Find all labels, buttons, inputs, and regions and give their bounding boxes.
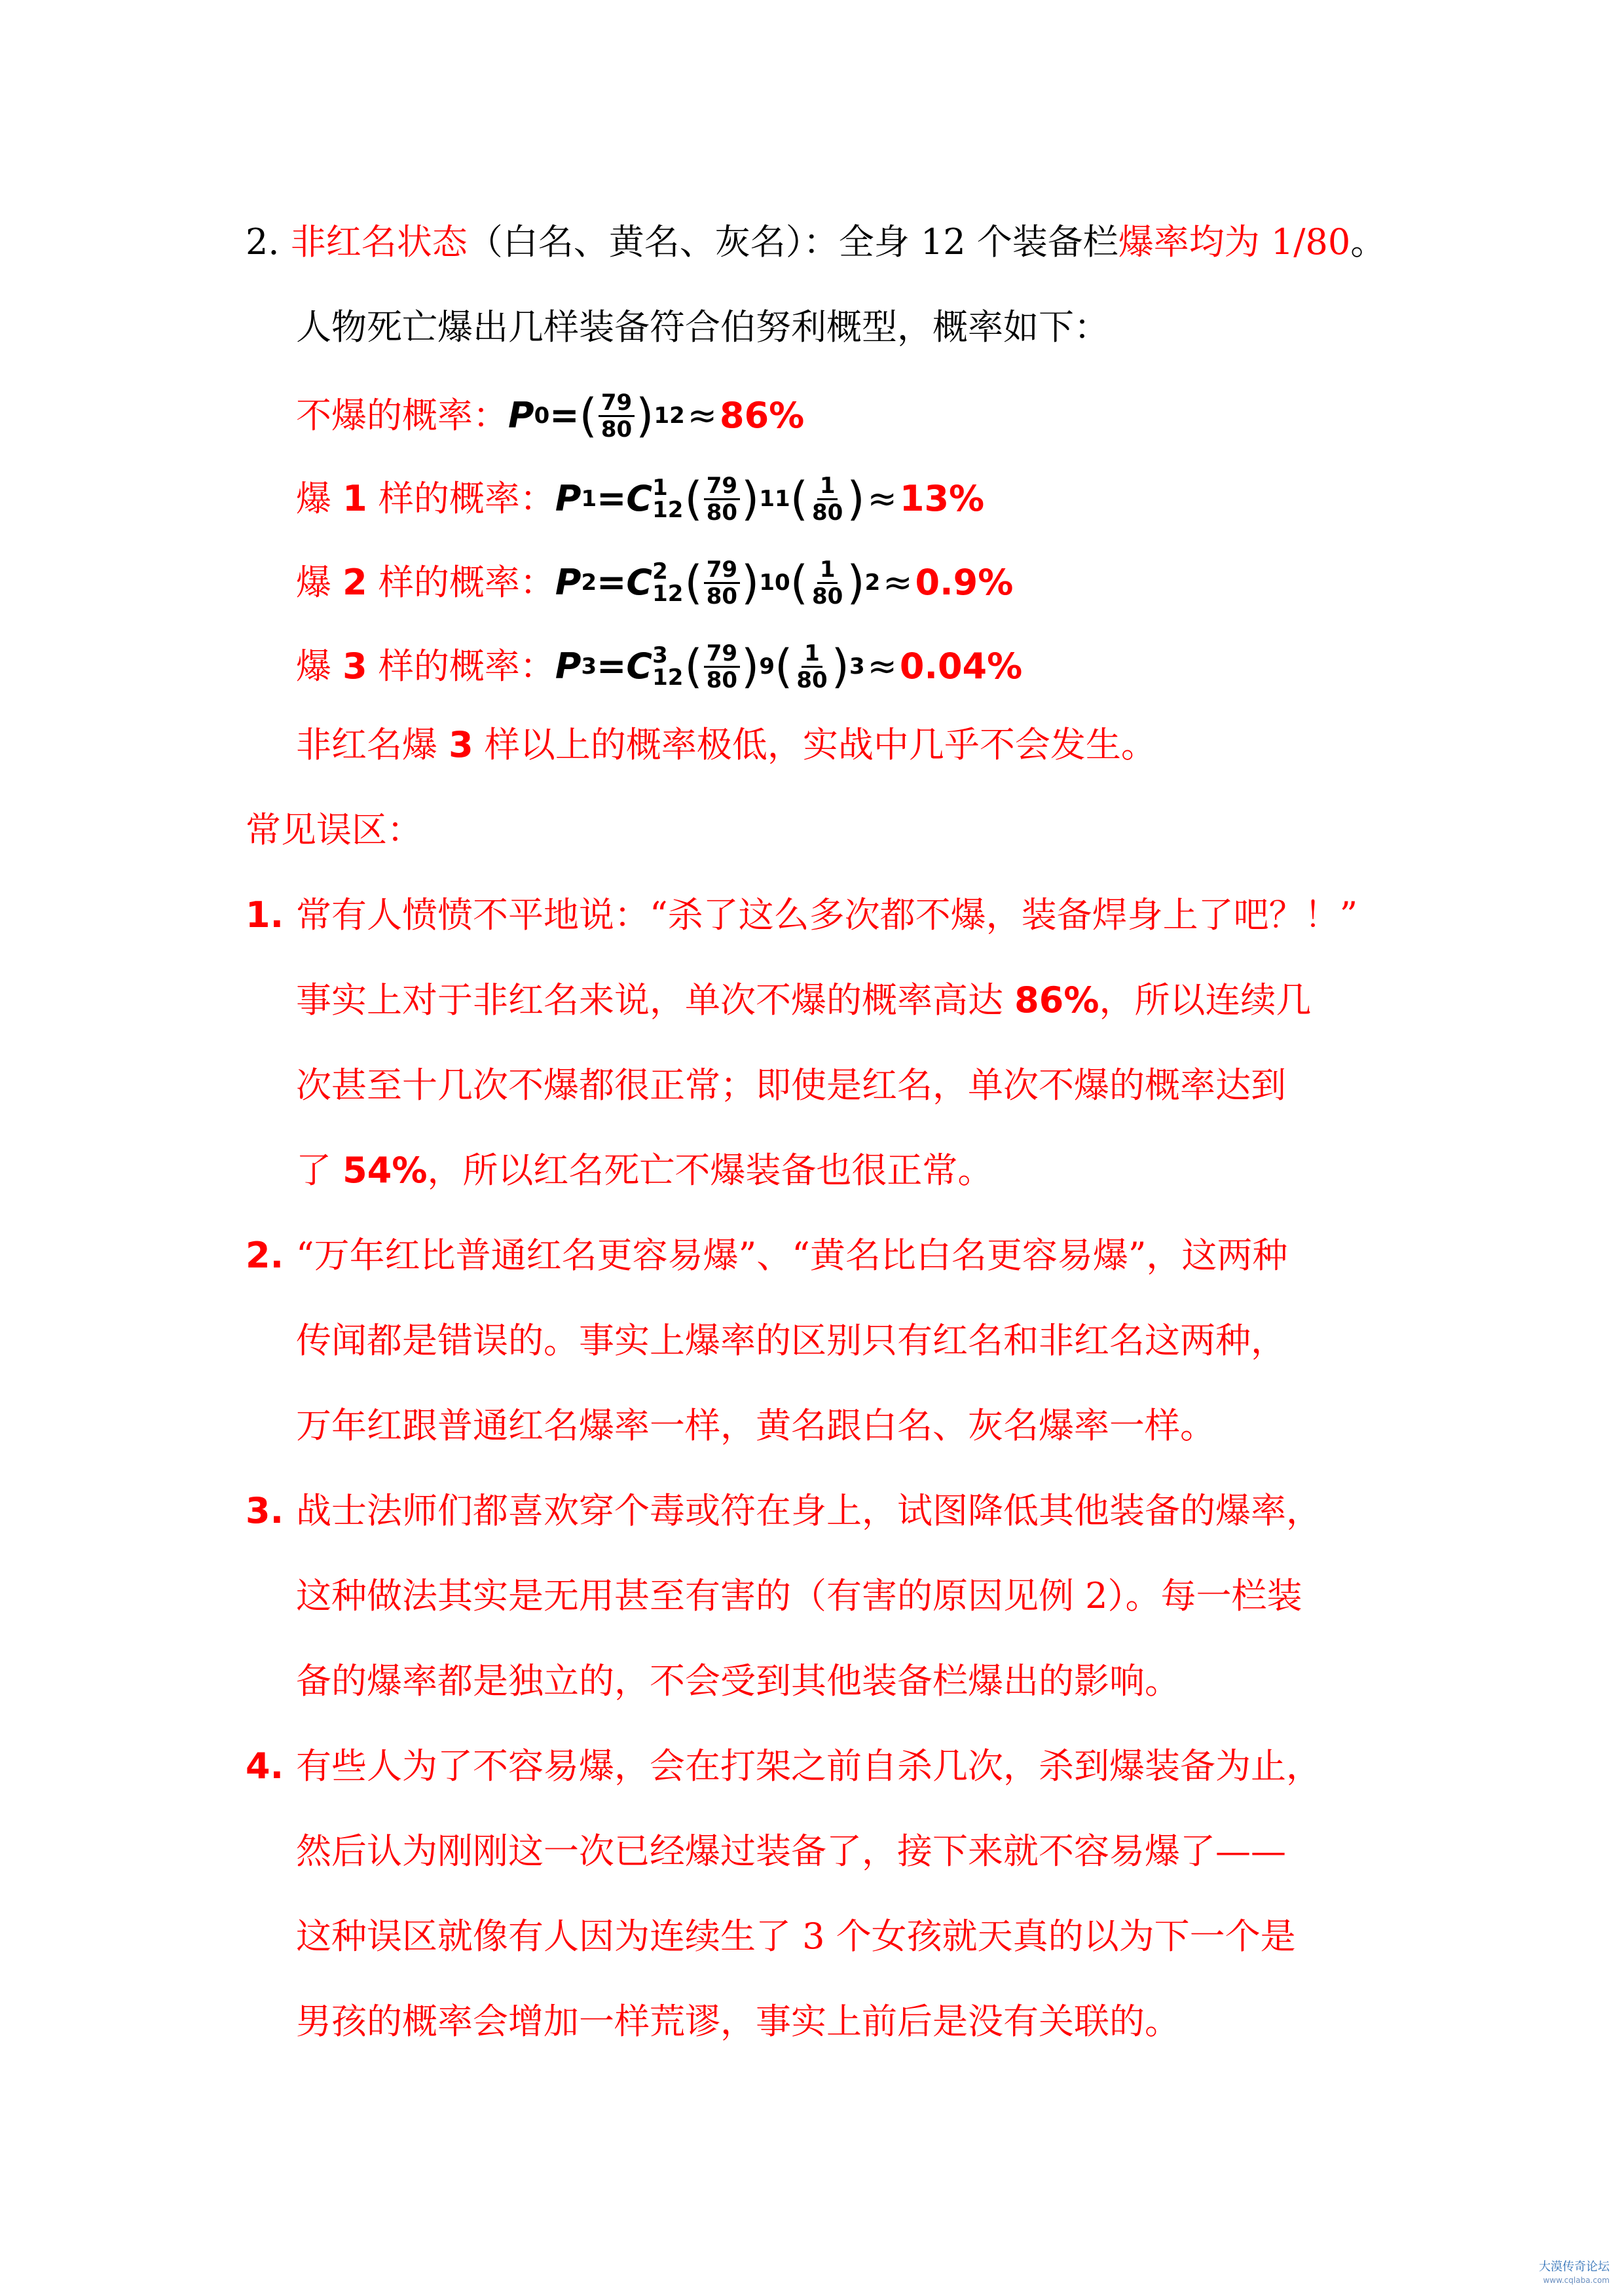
watermark-url: www.cqlaba.com [1543,2276,1610,2285]
formula-p1 [296,466,984,532]
formula-p0 [296,383,804,448]
drop-rate-text: 爆率均为 1/80 [1118,221,1351,263]
item-3-line-1: 战士法师们都喜欢穿个毒或符在身上，试图降低其他装备的爆率， [296,1490,1321,1531]
item-2-line-3: 万年红跟普通红名爆率一样，黄名跟白名、灰名爆率一样。 [296,1405,1215,1446]
item-2-line-2: 传闻都是错误的。事实上爆率的区别只有红名和非红名这两种， [296,1320,1286,1361]
p1-formula: P 1 = C 1 12 ( $\frac{79}{80}$ ) 11 ( $\frac{1}{80}$ ) ≈ [555,472,897,526]
misconceptions-heading: 常见误区： [246,809,422,850]
forum-watermark [1539,2261,1610,2287]
p0-result: 86% [720,395,805,436]
item-3-line-3: 备的爆率都是独立的，不会受到其他装备栏爆出的影响。 [296,1660,1180,1702]
item-1-line-2: 事实上对于非红名来说，单次不爆的概率高达 86%，所以连续几 [296,979,1312,1021]
non-red-status-label: 非红名状态 [290,221,468,263]
item-1-line-3: 次甚至十几次不爆都很正常；即使是红名，单次不爆的概率达到 [296,1065,1286,1106]
item-2-number: 2. [246,1235,284,1276]
p1-label: 爆 1 样的概率： [296,478,555,519]
p2-result: 0.9% [915,562,1014,603]
p0-formula: P 0 = ( $\frac{79}{80}$ ) 12 ≈ [508,389,718,443]
item-3-number: 3. [246,1490,284,1531]
item-2-line-1: “万年红比普通红名更容易爆”、“黄名比白名更容易爆”，这两种 [296,1235,1288,1276]
section-number: 2. [246,221,280,263]
item-1-number: 1. [246,894,284,936]
heading-end: 。 [1350,221,1386,263]
p0-label: 不爆的概率： [296,395,508,436]
formula-p2 [296,550,1013,615]
section-2-heading [246,216,1386,268]
p3-result: 0.04% [899,646,1023,687]
item-3-line-2: 这种做法其实是无用甚至有害的（有害的原因见例 2）。每一栏装 [296,1575,1302,1616]
p2-formula: P 2 = C 2 12 ( $\frac{79}{80}$ ) 10 ( $\frac{1}{80}$ ) 2 ≈ [555,556,913,610]
item-1-line-1: 常有人愤愤不平地说：“杀了这么多次都不爆，装备焊身上了吧？！” [296,894,1358,936]
p3-label: 爆 3 样的概率： [296,646,555,687]
item-4-line-2: 然后认为刚刚这一次已经爆过装备了，接下来就不容易爆了—— [296,1831,1286,1872]
item-4-line-4: 男孩的概率会增加一样荒谬，事实上前后是没有关联的。 [296,2001,1180,2042]
conclusion-text: 非红名爆 3 样以上的概率极低，实战中几乎不会发生。 [296,724,1156,765]
p3-formula: P 3 = C 3 12 ( $\frac{79}{80}$ ) 9 ( $\frac{1}{80}$ ) 3 ≈ [555,640,897,693]
formula-p3 [296,634,1022,699]
bernoulli-intro: 人物死亡爆出几样装备符合伯努利概型，概率如下： [296,306,1109,348]
status-detail: （白名、黄名、灰名）：全身 12 个装备栏 [467,221,1118,263]
p2-label: 爆 2 样的概率： [296,562,555,603]
item-4-line-3: 这种误区就像有人因为连续生了 3 个女孩就天真的以为下一个是 [296,1916,1296,1957]
item-1-line-4: 了 54%，所以红名死亡不爆装备也很正常。 [296,1150,993,1191]
watermark-name: 大漠传奇论坛 [1539,2260,1610,2274]
p1-result: 13% [899,478,985,519]
item-4-number: 4. [246,1745,284,1787]
item-4-line-1: 有些人为了不容易爆，会在打架之前自杀几次，杀到爆装备为止， [296,1745,1321,1787]
